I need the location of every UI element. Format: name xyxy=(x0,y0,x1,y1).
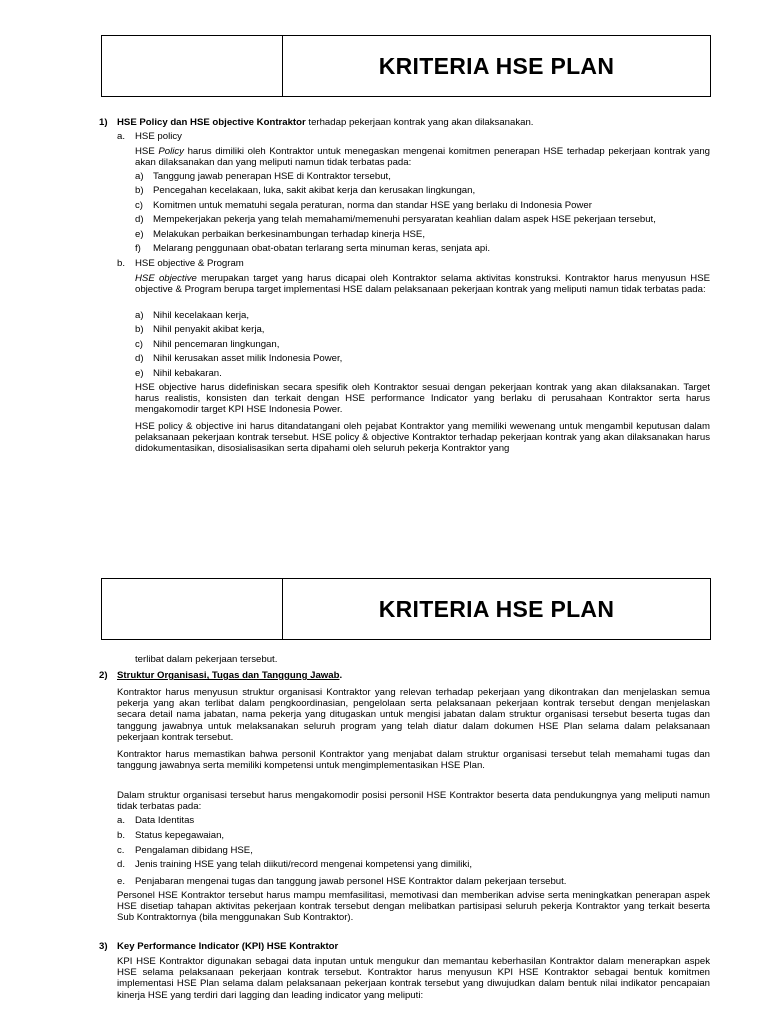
list-item: Pencegahan kecelakaan, luka, sakit akibat kerja dan kerusakan lingkungan, xyxy=(153,185,476,196)
list-marker: a) xyxy=(135,310,144,321)
list-item: Melakukan perbaikan berkesinambungan terhadap kinerja HSE, xyxy=(153,229,425,240)
item-a-label: a. xyxy=(117,131,126,142)
list-marker: b. xyxy=(117,830,126,841)
logo-placeholder xyxy=(102,579,283,639)
header-title: KRITERIA HSE PLAN xyxy=(378,52,615,79)
section-2-number: 2) xyxy=(99,670,108,681)
section-2-paragraph-2: Kontraktor harus memastikan bahwa personil Kontraktor yang menjabat dalam struktur organisasi tersebut telah memahami tugas dan tanggung jawabnya serta memiliki kompetensi untuk mengimplementasikan HSE Plan. xyxy=(117,749,710,772)
list-marker: c. xyxy=(117,845,125,856)
list-item: Tanggung jawab penerapan HSE di Kontraktor tersebut, xyxy=(153,171,391,182)
list-item: Status kepegawaian, xyxy=(135,830,225,841)
hse-policy-intro: HSE Policy harus dimiliki oleh Kontraktor untuk menegaskan mengenai komitmen penerapan HSE terhadap pekerjaan kontrak yang akan dilaksanakan dan yang meliputi namun tidak terbatas pada: xyxy=(135,146,710,169)
list-marker: b) xyxy=(135,185,144,196)
list-item: Nihil kerusakan asset milik Indonesia Power, xyxy=(153,353,343,364)
section-2-paragraph-1: Kontraktor harus menyusun struktur organisasi Kontraktor yang relevan terhadap pekerjaan yang dikontrakan dan menjelaskan semua pekerja yang akan terlibat dalam pengkoordinasian, pengelolaan serta pelaksanaan pekerjaan kontrak tersebut dengan menjelaskan secara detail nama jabatan, nama pekerja yang ditugaskan untuk mengisi jabatan dalam struktur organisasi tersebut beserta tugas dan tanggung jawabnya untuk melaksanakan seluruh program yang telah diatur dalam dokumen HSE Plan selama dalam pelaksanaan pekerjaan kontrak tersebut. xyxy=(117,687,710,743)
continuation-text: terlibat dalam pekerjaan tersebut. xyxy=(135,654,278,665)
list-item: Data Identitas xyxy=(135,815,195,826)
list-item: Mempekerjakan pekerja yang telah memahami/memenuhi persyaratan keahlian dalam aspek HSE pekerjaan tersebut, xyxy=(153,214,656,225)
list-marker: a) xyxy=(135,171,144,182)
list-item: Nihil pencemaran lingkungan, xyxy=(153,339,280,350)
section-3-paragraph: KPI HSE Kontraktor digunakan sebagai data inputan untuk mengukur dan memantau keberhasilan Kontraktor dalam menerapkan aspek HSE selama pelaksanaan pekerjaan kontrak tersebut. Kontraktor harus menyusun KPI HSE Kontraktor sebagai bentuk komitmen implementasi HSE Plan selama dalam pelaksanaan pekerjaan kontrak tersebut yang diwujudkan dalam bentuk nilai indikator pencapaian kinerja HSE yang terdiri dari lagging dan leading indicator yang meliputi: xyxy=(117,956,710,1001)
section-3-heading: Key Performance Indicator (KPI) HSE Kontraktor xyxy=(117,941,339,952)
list-marker: e) xyxy=(135,368,144,379)
list-item: Jenis training HSE yang telah diikuti/record mengenai kompetensi yang dimiliki, xyxy=(135,859,473,870)
list-marker: f) xyxy=(135,243,141,254)
list-item: Nihil kebakaran. xyxy=(153,368,222,379)
list-item: Melarang penggunaan obat-obatan terlarang serta minuman keras, senjata api. xyxy=(153,243,491,254)
list-marker: d. xyxy=(117,859,126,870)
list-marker: c) xyxy=(135,200,143,211)
list-item: Nihil kecelakaan kerja, xyxy=(153,310,249,321)
section-2-heading: Struktur Organisasi, Tugas dan Tanggung Jawab. xyxy=(117,670,343,681)
list-marker: d) xyxy=(135,214,144,225)
list-marker: d) xyxy=(135,353,144,364)
hse-objective-paragraph-1: HSE objective harus didefiniskan secara spesifik oleh Kontraktor sesuai dengan pekerjaan kontrak yang akan dilaksanakan. Target harus realistis, konsisten dan terkait dengan HSE performance Indicator yang berlaku di perusahaan Kontraktor serta harus mengakomodir target KPI HSE Indonesia Power. xyxy=(135,382,710,416)
section-2-paragraph-4: Personel HSE Kontraktor tersebut harus mampu memfasilitasi, memotivasi dan memberikan advise serta meningkatkan penerapan aspek HSE disetiap tahapan aktivitas pekerjaan kontrak tersebut dengan melibatkan partisipasi seluruh pekerja Kontraktor yang terkait beserta Sub Kontraktornya (bila menggunakan Sub Kontraktor). xyxy=(117,890,710,924)
list-marker: e. xyxy=(117,876,126,887)
document-header xyxy=(101,578,711,640)
list-marker: e) xyxy=(135,229,144,240)
section-2-paragraph-3: Dalam struktur organisasi tersebut harus mengakomodir posisi personil HSE Kontraktor beserta data pendukungnya yang meliputi namun tidak terbatas pada: xyxy=(117,790,710,813)
item-a-title: HSE policy xyxy=(135,131,182,142)
section-1-number: 1) xyxy=(99,117,108,128)
hse-objective-paragraph-2: HSE policy & objective ini harus ditandatangani oleh pejabat Kontraktor yang memiliki wewenang untuk mengambil keputusan dalam pelaksanaan pekerjaan kontrak tersebut. HSE policy & objective Kontraktor terhadap pekerjaan kontrak yang akan dilaksanakan harus didokumentasikan, disosialisasikan serta dipahami oleh seluruh pekerja Kontraktor yang xyxy=(135,421,710,455)
document-header xyxy=(101,35,711,97)
section-3-number: 3) xyxy=(99,941,108,952)
section-1-heading: HSE Policy dan HSE objective Kontraktor terhadap pekerjaan kontrak yang akan dilaksanakan. xyxy=(117,117,534,128)
header-title: KRITERIA HSE PLAN xyxy=(378,595,615,622)
list-item: Penjabaran mengenai tugas dan tanggung jawab personel HSE Kontraktor dalam pekerjaan tersebut. xyxy=(135,876,567,887)
logo-placeholder xyxy=(102,36,283,96)
item-b-label: b. xyxy=(117,258,126,269)
hse-objective-intro: HSE objective merupakan target yang harus dicapai oleh Kontraktor selama aktivitas konstruksi. Kontraktor harus menyusun HSE objective & Program berupa target implementasi HSE dalam pelaksanaan pekerjaan kontrak yang meliputi namun tidak terbatas pada: xyxy=(135,273,710,296)
list-marker: a. xyxy=(117,815,126,826)
list-item: Komitmen untuk mematuhi segala peraturan, norma dan standar HSE yang berlaku di Indonesia Power xyxy=(153,200,592,211)
list-marker: b) xyxy=(135,324,144,335)
list-item: Nihil penyakit akibat kerja, xyxy=(153,324,265,335)
item-b-title: HSE objective & Program xyxy=(135,258,244,269)
list-marker: c) xyxy=(135,339,143,350)
list-item: Pengalaman dibidang HSE, xyxy=(135,845,253,856)
